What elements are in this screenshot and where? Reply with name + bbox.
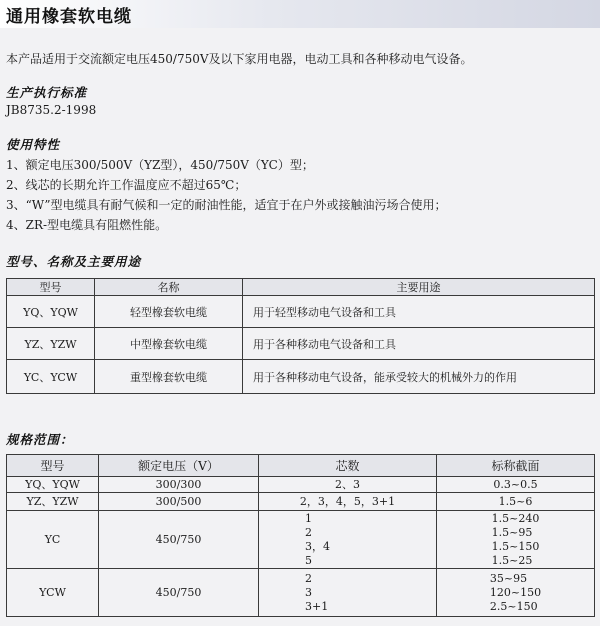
name-cell: 轻型橡套软电缆 bbox=[95, 296, 243, 328]
section-line: 35~95 bbox=[489, 571, 528, 585]
use-cell: 用于轻型移动电气设备和工具 bbox=[243, 296, 595, 328]
specs-table bbox=[6, 454, 595, 617]
specs-header-cores: 芯数 bbox=[259, 455, 437, 477]
spec-cores-cell bbox=[259, 569, 437, 617]
specs-heading: 规格范围： bbox=[6, 432, 74, 447]
model-cell: YZ、YZW bbox=[7, 328, 95, 360]
models-header-row bbox=[7, 279, 595, 296]
intro-text: 本产品适用于交流额定电压450/750V及以下家用电器，电动工具和各种移动电气设备。 bbox=[6, 52, 473, 66]
spec-voltage-cell: 300/500 bbox=[99, 493, 259, 511]
cores-line: 3，4 bbox=[305, 539, 330, 553]
model-cell: YC、YCW bbox=[7, 360, 95, 394]
models-header-model: 型号 bbox=[7, 279, 95, 296]
section-line: 1.5~240 bbox=[491, 511, 540, 525]
spec-section-cell bbox=[437, 569, 595, 617]
cores-line: 3+1 bbox=[305, 599, 329, 613]
model-cell: YQ、YQW bbox=[7, 296, 95, 328]
section-line: 1.5~150 bbox=[491, 539, 540, 553]
models-header-name: 名称 bbox=[95, 279, 243, 296]
specs-header-voltage: 额定电压（V） bbox=[99, 455, 259, 477]
table-row bbox=[7, 360, 595, 394]
cores-line: 3 bbox=[305, 585, 312, 599]
table-row bbox=[7, 477, 595, 493]
use-cell: 用于各种移动电气设备和工具 bbox=[243, 328, 595, 360]
cores-line: 2 bbox=[305, 525, 312, 539]
table-row bbox=[7, 328, 595, 360]
table-row bbox=[7, 569, 595, 617]
table-row bbox=[7, 511, 595, 569]
name-cell: 中型橡套软电缆 bbox=[95, 328, 243, 360]
cores-line: 2 bbox=[305, 571, 312, 585]
spec-voltage-cell: 450/750 bbox=[99, 511, 259, 569]
section-line: 1.5~95 bbox=[491, 525, 533, 539]
use-cell: 用于各种移动电气设备，能承受较大的机械外力的作用 bbox=[243, 360, 595, 394]
spec-section-cell: 1.5~6 bbox=[437, 493, 595, 511]
table-row bbox=[7, 296, 595, 328]
spec-model-cell: YQ、YQW bbox=[7, 477, 99, 493]
spec-voltage-cell: 300/300 bbox=[99, 477, 259, 493]
feature-item-1: 1、额定电压300/500V（YZ型），450/750V（YC）型； bbox=[6, 158, 314, 172]
section-line: 1.5~25 bbox=[491, 553, 533, 567]
spec-cores-cell bbox=[259, 511, 437, 569]
cores-line: 5 bbox=[305, 553, 312, 567]
standard-heading: 生产执行标准 bbox=[6, 85, 88, 100]
cores-line: 1 bbox=[305, 511, 312, 525]
feature-item-2: 2、线芯的长期允许工作温度应不超过65℃； bbox=[6, 178, 247, 192]
section-line: 2.5~150 bbox=[489, 599, 538, 613]
standard-value: JB8735.2-1998 bbox=[6, 103, 97, 117]
spec-section-cell: 0.3~0.5 bbox=[437, 477, 595, 493]
features-heading: 使用特性 bbox=[6, 137, 61, 152]
spec-model-cell: YZ、YZW bbox=[7, 493, 99, 511]
models-heading: 型号、名称及主要用途 bbox=[6, 254, 142, 269]
table-row bbox=[7, 493, 595, 511]
feature-item-3: 3、“W”型电缆具有耐气候和一定的耐油性能，适宜于在户外或接触油污场合使用； bbox=[6, 198, 447, 212]
specs-header-row bbox=[7, 455, 595, 477]
spec-cores-cell: 2，3，4，5，3+1 bbox=[259, 493, 437, 511]
spec-model-cell: YCW bbox=[7, 569, 99, 617]
spec-cores-cell: 2、3 bbox=[259, 477, 437, 493]
spec-section-cell bbox=[437, 511, 595, 569]
section-line: 120~150 bbox=[489, 585, 542, 599]
page-title: 通用橡套软电缆 bbox=[6, 7, 132, 27]
specs-header-section: 标称截面 bbox=[437, 455, 595, 477]
spec-model-cell: YC bbox=[7, 511, 99, 569]
spec-voltage-cell: 450/750 bbox=[99, 569, 259, 617]
specs-header-model: 型号 bbox=[7, 455, 99, 477]
name-cell: 重型橡套软电缆 bbox=[95, 360, 243, 394]
feature-item-4: 4、ZR-型电缆具有阻燃性能。 bbox=[6, 218, 168, 232]
models-table bbox=[6, 278, 595, 394]
models-header-use: 主要用途 bbox=[243, 279, 595, 296]
